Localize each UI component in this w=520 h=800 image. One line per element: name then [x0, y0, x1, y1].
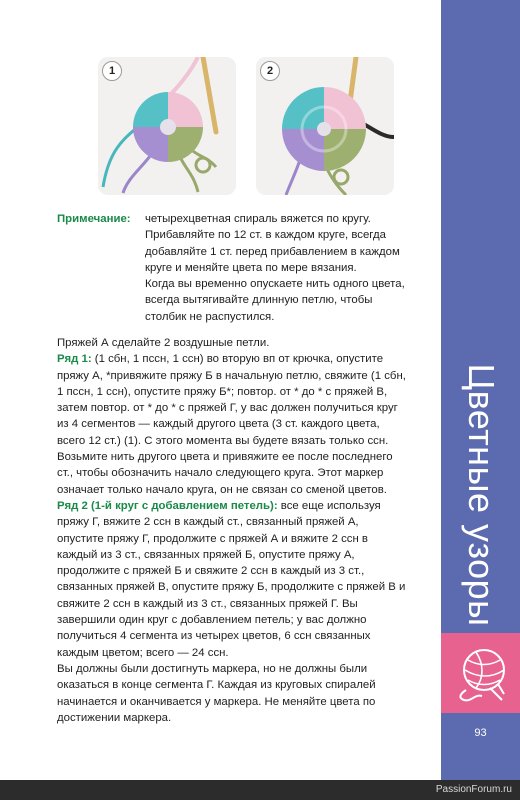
crochet-photo-1 — [98, 57, 236, 195]
row-1-text: (1 сбн, 1 пссн, 1 ссн) во вторую вп от крючка, опустите пряжу А, *привяжите пряжу Б в начальную петлю, свяжите (1 сбн, 1 пссн, 1 ссн), опустите пряжу Б*; повтор. от * до * с пряжей В, затем повтор. от * до * с пряжей Г, у вас должен получиться круг из 4 сегментов — каждый другого цвета (3 ст. каждого цвета, всего 12 ст.) (1). С этого момента вы будете вязать только ссн. Возьмите нить другого цвета и привяжите ее после последнего ст., чтобы обозначить начало следующего круга. Этот маркер означает только начало круга, он не связан со сменой цветов. — [57, 353, 406, 496]
row-1-label: Ряд 1: — [57, 353, 92, 366]
row-1 — [57, 351, 408, 498]
photo-badge-1: 1 — [102, 61, 122, 81]
note-paragraph-1: четырехцветная спираль вяжется по кругу. Прибавляйте по 12 ст. в каждом круге, всегда добавляйте 1 ст. перед прибавлением в каждом круге и меняйте цвета по мере вязания. — [145, 213, 400, 274]
photo-badge-2: 2 — [260, 61, 280, 81]
crochet-photo-2 — [256, 57, 394, 195]
note-text — [145, 211, 407, 325]
note-paragraph-2: Когда вы временно опускаете нить одного цвета, всегда вытягивайте длинную петлю, чтобы столбик не распустился. — [145, 278, 405, 323]
watermark-text: PassionForum.ru — [435, 784, 512, 795]
outro-text: Вы должны были достигнуть маркера, но не должны были оказаться в конце сегмента Г. Каждая из круговых спиралей начинается и оканчивается у маркера. Не меняйте цвета по достижении маркера. — [57, 662, 376, 724]
yarn-icon-box — [441, 633, 520, 713]
row-2 — [57, 498, 408, 661]
chapter-title-text: Цветные узоры — [460, 363, 502, 627]
note-label: Примечание: — [57, 213, 131, 225]
note-block — [57, 211, 407, 325]
chapter-title — [441, 345, 520, 645]
yarn-ball-icon — [454, 644, 508, 702]
footer-bar — [0, 780, 520, 800]
intro-text: Пряжей А сделайте 2 воздушные петли. — [57, 337, 270, 349]
row-2-text: все еще используя пряжу Г, вяжите 2 ссн в каждый ст., связанный пряжей А, опустите пряжу Г, продолжите с пряжей А и вяжите 2 ссн в каждый из 3 ст., связанных пряжей Б, опустите пряжу А, продолжите с пряжей Б и свяжите 2 ссн в каждый из 3 ст., связанных пряжей В, опустите пряжу Б, продолжите с пряжей В и свяжите 2 ссн в каждый из 3 ст., связанных пряжей Г. Вы завершили один круг с добавлением петель; у вас должно получиться 4 сегмента из четырех цветов, 6 ссн связанных каждым цветом; всего — 24 ссн. — [57, 499, 406, 659]
page-number: 93 — [474, 727, 487, 739]
row-2-label: Ряд 2 (1-й круг с добавлением петель): — [57, 499, 278, 512]
instructions — [57, 335, 408, 726]
